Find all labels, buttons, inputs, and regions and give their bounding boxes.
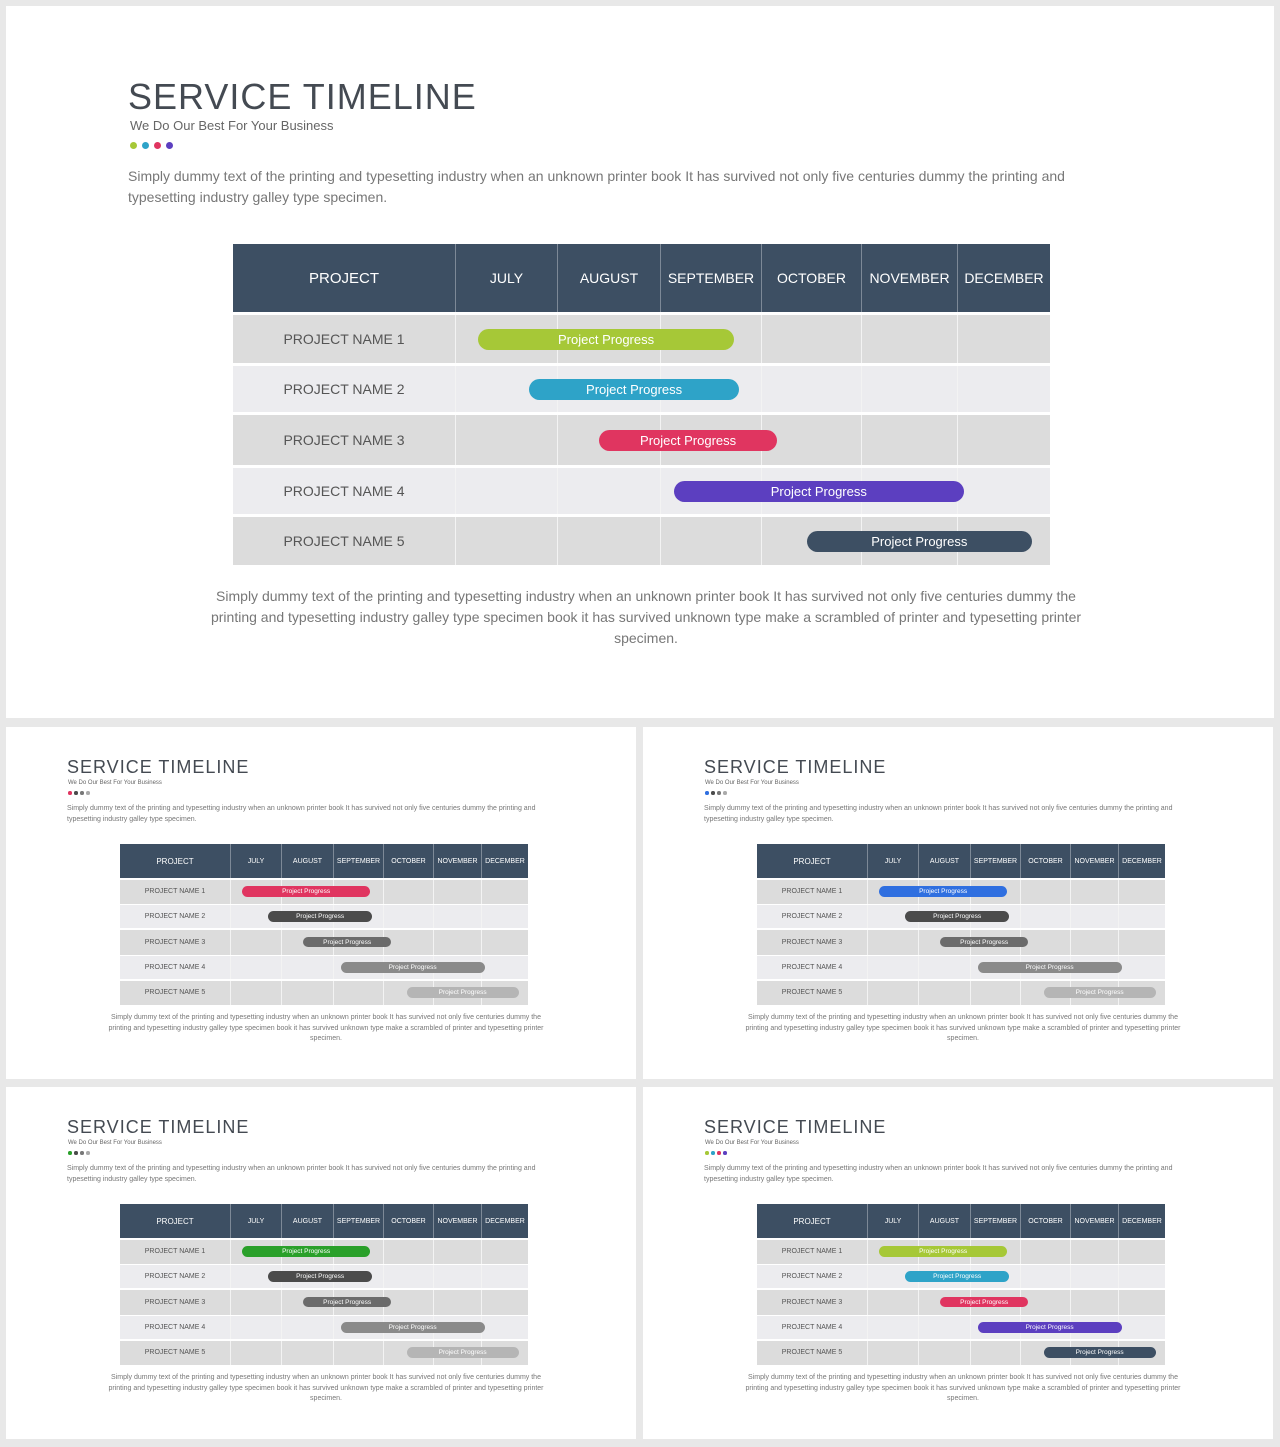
- header-month: DECEMBER: [485, 857, 525, 865]
- project-name: PROJECT NAME 4: [233, 468, 456, 514]
- color-dot: [68, 1151, 72, 1155]
- header-month: SEPTEMBER: [334, 1204, 384, 1238]
- timeline-cell: [1119, 1240, 1165, 1264]
- timeline-cell: [482, 930, 528, 955]
- timeline-cell: [482, 1316, 528, 1339]
- header-month: OCTOBER: [762, 244, 862, 312]
- header-month: JULY: [231, 844, 282, 878]
- header-month: DECEMBER: [964, 270, 1044, 286]
- timeline-cell: [1071, 905, 1119, 928]
- progress-bar: Project Progress: [268, 911, 373, 922]
- timeline-cell: [282, 1341, 334, 1365]
- timeline-cell: [958, 315, 1050, 363]
- gantt-table: [233, 244, 1050, 568]
- color-dot: [717, 791, 721, 795]
- intro-description: Simply dummy text of the printing and typesetting industry when an unknown printer book It has survived not only five centuries dummy the printing and typesetting industry galley type specimen.: [128, 168, 1065, 205]
- slide-subtitle: We Do Our Best For Your Business: [705, 780, 799, 786]
- progress-bar: Project Progress: [303, 937, 392, 948]
- intro-description: Simply dummy text of the printing and typesetting industry when an unknown printer book It has survived not only five centuries dummy the printing and typesetting industry galley type specimen.: [67, 1165, 536, 1183]
- project-name: PROJECT NAME 4: [120, 956, 231, 979]
- progress-bar: Project Progress: [978, 962, 1122, 973]
- header-month: NOVEMBER: [434, 1204, 482, 1238]
- gantt-header: [120, 844, 528, 878]
- timeline-cell: [1021, 1265, 1071, 1288]
- color-dot: [74, 791, 78, 795]
- color-dots: [130, 142, 173, 149]
- project-name: PROJECT NAME 5: [757, 981, 868, 1005]
- color-dot: [166, 142, 173, 149]
- timeline-cell: [1071, 930, 1119, 955]
- header-month: SEPTEMBER: [334, 844, 384, 878]
- project-name: PROJECT NAME 5: [233, 517, 456, 565]
- slide-title: SERVICE TIMELINE: [704, 757, 887, 777]
- timeline-cell: [434, 880, 482, 904]
- timeline-cell: [1119, 1290, 1165, 1315]
- slide-title: SERVICE TIMELINE: [704, 1117, 887, 1137]
- progress-bar: Project Progress: [242, 886, 370, 897]
- color-dot: [717, 1151, 721, 1155]
- progress-bar: Project Progress: [478, 329, 733, 350]
- timeline-cell: [282, 1316, 334, 1339]
- slide-title: SERVICE TIMELINE: [128, 76, 477, 117]
- timeline-cell: [1021, 1240, 1071, 1264]
- timeline-cell: [1119, 1316, 1165, 1339]
- gantt-header: [757, 844, 1165, 878]
- timeline-cell: [919, 1316, 971, 1339]
- color-dot: [80, 1151, 84, 1155]
- timeline-cell: [958, 468, 1050, 514]
- color-dots: [705, 791, 727, 795]
- header-month: JULY: [231, 1204, 282, 1238]
- intro-description: Simply dummy text of the printing and typesetting industry when an unknown printer book It has survived not only five centuries dummy the printing and typesetting industry galley type specimen.: [704, 805, 1173, 823]
- timeline-cell: [482, 905, 528, 928]
- color-dot: [154, 142, 161, 149]
- header-month: NOVEMBER: [434, 844, 482, 878]
- gantt-header: [757, 1204, 1165, 1238]
- timeline-cell: [434, 905, 482, 928]
- timeline-cell: [1119, 1265, 1165, 1288]
- color-dot: [142, 142, 149, 149]
- slide-title: SERVICE TIMELINE: [67, 1117, 250, 1137]
- header-project: PROJECT: [757, 844, 868, 878]
- progress-bar: Project Progress: [1044, 987, 1156, 998]
- progress-bar: Project Progress: [407, 1347, 519, 1358]
- timeline-cell: [482, 1290, 528, 1315]
- header-project: PROJECT: [120, 1204, 231, 1238]
- project-name: PROJECT NAME 3: [120, 930, 231, 955]
- timeline-cell: [762, 366, 862, 412]
- timeline-cell: [1071, 880, 1119, 904]
- color-dots: [705, 1151, 727, 1155]
- header-month: SEPTEMBER: [971, 1204, 1021, 1238]
- intro-description: Simply dummy text of the printing and typesetting industry when an unknown printer book It has survived not only five centuries dummy the printing and typesetting industry galley type specimen.: [704, 1165, 1173, 1183]
- timeline-cell: [868, 981, 919, 1005]
- header-month: NOVEMBER: [1071, 1204, 1119, 1238]
- progress-bar: Project Progress: [407, 987, 519, 998]
- header-month: OCTOBER: [384, 1204, 434, 1238]
- timeline-cell: [1021, 930, 1071, 955]
- color-dots: [68, 1151, 90, 1155]
- timeline-cell: [231, 956, 282, 979]
- thumbnail-slide-3[interactable]: [6, 1087, 636, 1439]
- timeline-cell: [1021, 880, 1071, 904]
- project-name: PROJECT NAME 5: [757, 1341, 868, 1365]
- timeline-cell: [558, 517, 661, 565]
- header-month: DECEMBER: [1122, 1217, 1162, 1225]
- color-dot: [86, 791, 90, 795]
- progress-bar: Project Progress: [807, 531, 1032, 552]
- timeline-cell: [334, 1341, 384, 1365]
- color-dot: [711, 1151, 715, 1155]
- timeline-cell: [558, 468, 661, 514]
- header-month: NOVEMBER: [862, 244, 958, 312]
- header-month: AUGUST: [919, 1204, 971, 1238]
- color-dot: [705, 1151, 709, 1155]
- timeline-cell: [868, 930, 919, 955]
- color-dot: [86, 1151, 90, 1155]
- footer-description: Simply dummy text of the printing and typesetting industry when an unknown printer book It has survived not only five centuries dummy the printing and typesetting industry galley type specimen book it has survived unknown type make a scrambled of printer and typesetting printer specimen.: [108, 1374, 544, 1402]
- progress-bar: Project Progress: [905, 1271, 1010, 1282]
- timeline-cell: [231, 1341, 282, 1365]
- project-name: PROJECT NAME 5: [120, 981, 231, 1005]
- timeline-cell: [482, 1240, 528, 1264]
- progress-bar: Project Progress: [341, 1322, 485, 1333]
- progress-bar: Project Progress: [268, 1271, 373, 1282]
- header-month: DECEMBER: [1122, 857, 1162, 865]
- timeline-cell: [482, 956, 528, 979]
- project-name: PROJECT NAME 1: [757, 1240, 868, 1264]
- progress-bar: Project Progress: [529, 379, 738, 400]
- header-month: SEPTEMBER: [661, 244, 762, 312]
- thumbnail-slide-4[interactable]: [643, 1087, 1273, 1439]
- timeline-cell: [762, 315, 862, 363]
- color-dot: [723, 1151, 727, 1155]
- timeline-cell: [919, 1341, 971, 1365]
- header-month: JULY: [868, 1204, 919, 1238]
- thumbnail-slide-1[interactable]: [6, 727, 636, 1079]
- timeline-cell: [1071, 1240, 1119, 1264]
- timeline-cell: [919, 981, 971, 1005]
- color-dots: [68, 791, 90, 795]
- progress-bar: Project Progress: [940, 937, 1029, 948]
- header-project: PROJECT: [120, 844, 231, 878]
- header-month: SEPTEMBER: [971, 844, 1021, 878]
- timeline-cell: [434, 1290, 482, 1315]
- progress-bar: Project Progress: [242, 1246, 370, 1257]
- project-name: PROJECT NAME 2: [233, 366, 456, 412]
- project-name: PROJECT NAME 5: [120, 1341, 231, 1365]
- project-name: PROJECT NAME 4: [757, 956, 868, 979]
- timeline-cell: [384, 1265, 434, 1288]
- timeline-cell: [1119, 930, 1165, 955]
- timeline-cell: [456, 415, 558, 465]
- timeline-cell: [1021, 1290, 1071, 1315]
- gantt-table: [757, 1204, 1165, 1366]
- color-dot: [130, 142, 137, 149]
- project-name: PROJECT NAME 3: [757, 1290, 868, 1315]
- timeline-cell: [1119, 905, 1165, 928]
- progress-bar: Project Progress: [879, 1246, 1007, 1257]
- gantt-table: [120, 844, 528, 1006]
- gantt-header: [120, 1204, 528, 1238]
- timeline-cell: [231, 1290, 282, 1315]
- timeline-cell: [1119, 880, 1165, 904]
- timeline-cell: [868, 1290, 919, 1315]
- progress-bar: Project Progress: [905, 911, 1010, 922]
- header-month: OCTOBER: [384, 844, 434, 878]
- timeline-cell: [762, 415, 862, 465]
- color-dot: [705, 791, 709, 795]
- timeline-cell: [1119, 956, 1165, 979]
- timeline-cell: [919, 956, 971, 979]
- header-month: DECEMBER: [485, 1217, 525, 1225]
- thumbnail-slide-2[interactable]: [643, 727, 1273, 1079]
- header-month: OCTOBER: [1021, 1204, 1071, 1238]
- timeline-cell: [971, 1341, 1021, 1365]
- header-month: AUGUST: [558, 244, 661, 312]
- header-month: AUGUST: [919, 844, 971, 878]
- color-dot: [711, 791, 715, 795]
- project-name: PROJECT NAME 1: [120, 880, 231, 904]
- color-dot: [80, 791, 84, 795]
- project-name: PROJECT NAME 3: [120, 1290, 231, 1315]
- progress-bar: Project Progress: [303, 1297, 392, 1308]
- gantt-table: [757, 844, 1165, 1006]
- header-month: NOVEMBER: [1071, 844, 1119, 878]
- timeline-cell: [661, 517, 762, 565]
- timeline-cell: [868, 1316, 919, 1339]
- timeline-cell: [482, 1265, 528, 1288]
- gantt-table: [120, 1204, 528, 1366]
- project-name: PROJECT NAME 2: [757, 1265, 868, 1288]
- progress-bar: Project Progress: [1044, 1347, 1156, 1358]
- slide-subtitle: We Do Our Best For Your Business: [68, 1140, 162, 1146]
- header-month: AUGUST: [282, 1204, 334, 1238]
- header-project: PROJECT: [757, 1204, 868, 1238]
- color-dot: [68, 791, 72, 795]
- main-slide: [6, 6, 1274, 718]
- timeline-cell: [456, 468, 558, 514]
- timeline-cell: [868, 1341, 919, 1365]
- footer-description: Simply dummy text of the printing and typesetting industry when an unknown printer book It has survived not only five centuries dummy the printing and typesetting industry galley type specimen book it has survived unknown type make a scrambled of printer and typesetting printer specimen.: [745, 1374, 1181, 1402]
- project-name: PROJECT NAME 2: [757, 905, 868, 928]
- footer-description: Simply dummy text of the printing and typesetting industry when an unknown printer book It has survived not only five centuries dummy the printing and typesetting industry galley type specimen book it has survived unknown type make a scrambled of printer and typesetting printer specimen.: [210, 588, 1082, 646]
- progress-bar: Project Progress: [978, 1322, 1122, 1333]
- slide-subtitle: We Do Our Best For Your Business: [130, 118, 334, 133]
- gantt-header: [233, 244, 1050, 312]
- timeline-cell: [384, 1240, 434, 1264]
- project-name: PROJECT NAME 1: [757, 880, 868, 904]
- slide-subtitle: We Do Our Best For Your Business: [68, 780, 162, 786]
- progress-bar: Project Progress: [674, 481, 963, 502]
- timeline-cell: [1021, 905, 1071, 928]
- timeline-cell: [282, 956, 334, 979]
- slide-title: SERVICE TIMELINE: [67, 757, 250, 777]
- timeline-cell: [456, 517, 558, 565]
- header-month: OCTOBER: [1021, 844, 1071, 878]
- timeline-cell: [231, 1316, 282, 1339]
- timeline-cell: [282, 981, 334, 1005]
- slide-subtitle: We Do Our Best For Your Business: [705, 1140, 799, 1146]
- timeline-cell: [334, 981, 384, 1005]
- project-name: PROJECT NAME 1: [233, 315, 456, 363]
- color-dot: [74, 1151, 78, 1155]
- timeline-cell: [958, 366, 1050, 412]
- project-name: PROJECT NAME 3: [757, 930, 868, 955]
- timeline-cell: [482, 880, 528, 904]
- timeline-cell: [384, 930, 434, 955]
- project-name: PROJECT NAME 3: [233, 415, 456, 465]
- timeline-cell: [434, 1240, 482, 1264]
- color-dot: [723, 791, 727, 795]
- footer-description: Simply dummy text of the printing and typesetting industry when an unknown printer book It has survived not only five centuries dummy the printing and typesetting industry galley type specimen book it has survived unknown type make a scrambled of printer and typesetting printer specimen.: [108, 1014, 544, 1042]
- timeline-cell: [868, 956, 919, 979]
- progress-bar: Project Progress: [341, 962, 485, 973]
- header-month: JULY: [456, 244, 558, 312]
- intro-description: Simply dummy text of the printing and typesetting industry when an unknown printer book It has survived not only five centuries dummy the printing and typesetting industry galley type specimen.: [67, 805, 536, 823]
- timeline-cell: [434, 930, 482, 955]
- progress-bar: Project Progress: [879, 886, 1007, 897]
- timeline-cell: [384, 1290, 434, 1315]
- timeline-cell: [862, 366, 958, 412]
- timeline-cell: [434, 1265, 482, 1288]
- project-name: PROJECT NAME 1: [120, 1240, 231, 1264]
- timeline-cell: [862, 415, 958, 465]
- timeline-cell: [1071, 1265, 1119, 1288]
- timeline-cell: [231, 981, 282, 1005]
- header-project: PROJECT: [233, 244, 456, 312]
- timeline-cell: [862, 315, 958, 363]
- timeline-cell: [231, 930, 282, 955]
- progress-bar: Project Progress: [940, 1297, 1029, 1308]
- header-month: JULY: [868, 844, 919, 878]
- timeline-cell: [1071, 1290, 1119, 1315]
- timeline-cell: [971, 981, 1021, 1005]
- project-name: PROJECT NAME 4: [757, 1316, 868, 1339]
- timeline-cell: [958, 415, 1050, 465]
- header-month: AUGUST: [282, 844, 334, 878]
- project-name: PROJECT NAME 2: [120, 1265, 231, 1288]
- timeline-cell: [384, 880, 434, 904]
- progress-bar: Project Progress: [599, 430, 777, 451]
- project-name: PROJECT NAME 4: [120, 1316, 231, 1339]
- project-name: PROJECT NAME 2: [120, 905, 231, 928]
- footer-description: Simply dummy text of the printing and typesetting industry when an unknown printer book It has survived not only five centuries dummy the printing and typesetting industry galley type specimen book it has survived unknown type make a scrambled of printer and typesetting printer specimen.: [745, 1014, 1181, 1042]
- timeline-cell: [384, 905, 434, 928]
